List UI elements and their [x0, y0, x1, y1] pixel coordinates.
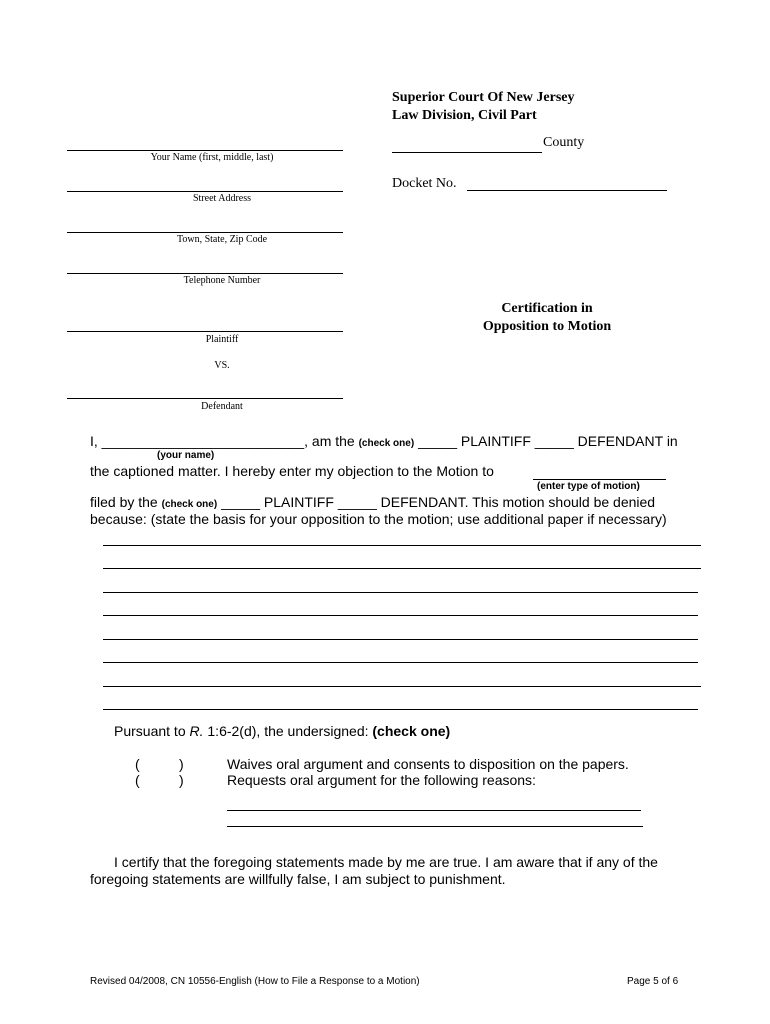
statement-i: I, — [90, 433, 102, 449]
reason-line[interactable] — [103, 639, 698, 640]
street-field-label: Street Address — [192, 193, 252, 204]
motion-type-hint: (enter type of motion) — [537, 481, 640, 492]
document-title-line2: Opposition to Motion — [482, 319, 612, 334]
your-name-blank[interactable]: __________________________ — [101, 433, 305, 449]
option2-checkbox[interactable] — [135, 772, 187, 788]
defendant-check-blank-2[interactable]: _____ — [337, 494, 377, 510]
reason-line[interactable] — [103, 686, 701, 687]
option1-label: Waives oral argument and consents to disposition on the papers. — [227, 756, 629, 772]
statement-line1 — [90, 433, 678, 449]
defendant-field-line[interactable] — [67, 398, 343, 399]
pursuant-text — [114, 723, 450, 739]
pursuant-prefix: Pursuant to — [114, 723, 190, 739]
plaintiff-check-blank[interactable]: _____ — [418, 433, 457, 449]
plaintiff-field-line[interactable] — [67, 331, 343, 332]
name-field-label: Your Name (first, middle, last) — [150, 152, 274, 163]
docket-field-line[interactable] — [467, 190, 667, 191]
paren-close: ) — [179, 756, 184, 772]
check-one-hint-2: (check one) — [161, 499, 218, 510]
footer-revision: Revised 04/2008, CN 10556-English (How to File a Response to a Motion) — [90, 976, 420, 987]
defendant-option: DEFENDANT in — [573, 433, 678, 449]
paren-open: ( — [135, 772, 140, 788]
oral-argument-reason-line[interactable] — [227, 810, 641, 811]
your-name-hint: (your name) — [157, 450, 215, 461]
rule-rest: 1:6-2(d), the undersigned: — [203, 723, 373, 739]
certify-line2: foregoing statements are willfully false, I am subject to punishment. — [90, 871, 506, 887]
motion-type-field-line[interactable] — [533, 479, 666, 480]
certify-line1: I certify that the foregoing statements made by me are true. I am aware that if any of the — [114, 854, 658, 870]
court-name-line2: Law Division, Civil Part — [392, 108, 537, 123]
reason-line[interactable] — [103, 568, 701, 569]
reason-line[interactable] — [103, 709, 698, 710]
paren-open: ( — [135, 756, 140, 772]
court-name-line1: Superior Court Of New Jersey — [392, 90, 575, 105]
telephone-field-line[interactable] — [67, 273, 343, 274]
oral-argument-reason-line[interactable] — [227, 826, 643, 827]
town-field-label: Town, State, Zip Code — [176, 234, 268, 245]
option1-checkbox[interactable] — [135, 756, 187, 772]
county-label: County — [543, 135, 585, 150]
filed-by-text: filed by the — [90, 494, 162, 510]
pursuant-check-one: (check one) — [372, 723, 451, 739]
telephone-field-label: Telephone Number — [183, 275, 261, 286]
footer-page-number: Page 5 of 6 — [627, 976, 679, 987]
statement-line2: the captioned matter. I hereby enter my objection to the Motion to — [90, 463, 494, 479]
rule-r: R. — [189, 723, 204, 739]
option2-label: Requests oral argument for the following reasons: — [227, 772, 536, 788]
document-title-line1: Certification in — [501, 301, 593, 316]
street-field-line[interactable] — [67, 191, 343, 192]
reason-line[interactable] — [103, 615, 698, 616]
statement-am-the: , am the — [304, 433, 359, 449]
statement-line3 — [90, 494, 655, 510]
paren-close: ) — [179, 772, 184, 788]
docket-label: Docket No. — [392, 176, 457, 191]
versus-label: VS. — [214, 360, 230, 371]
reason-line[interactable] — [103, 545, 701, 546]
defendant-field-label: Defendant — [201, 401, 243, 412]
document-title — [447, 300, 647, 336]
check-one-hint: (check one) — [358, 438, 415, 449]
plaintiff-option: PLAINTIFF — [457, 433, 535, 449]
defendant-check-blank[interactable]: _____ — [534, 433, 574, 449]
motion-denied-text: DEFENDANT. This motion should be denied — [376, 494, 656, 510]
plaintiff-option-2: PLAINTIFF — [260, 494, 338, 510]
court-name — [392, 89, 575, 125]
plaintiff-check-blank-2[interactable]: _____ — [221, 494, 261, 510]
statement-line4: because: (state the basis for your opposition to the motion; use additional paper if necessary) — [90, 511, 667, 527]
reason-line[interactable] — [103, 662, 698, 663]
plaintiff-field-label: Plaintiff — [205, 334, 239, 345]
county-field-line[interactable] — [392, 152, 542, 153]
town-field-line[interactable] — [67, 232, 343, 233]
reason-line[interactable] — [103, 592, 698, 593]
name-field-line[interactable] — [67, 150, 343, 151]
